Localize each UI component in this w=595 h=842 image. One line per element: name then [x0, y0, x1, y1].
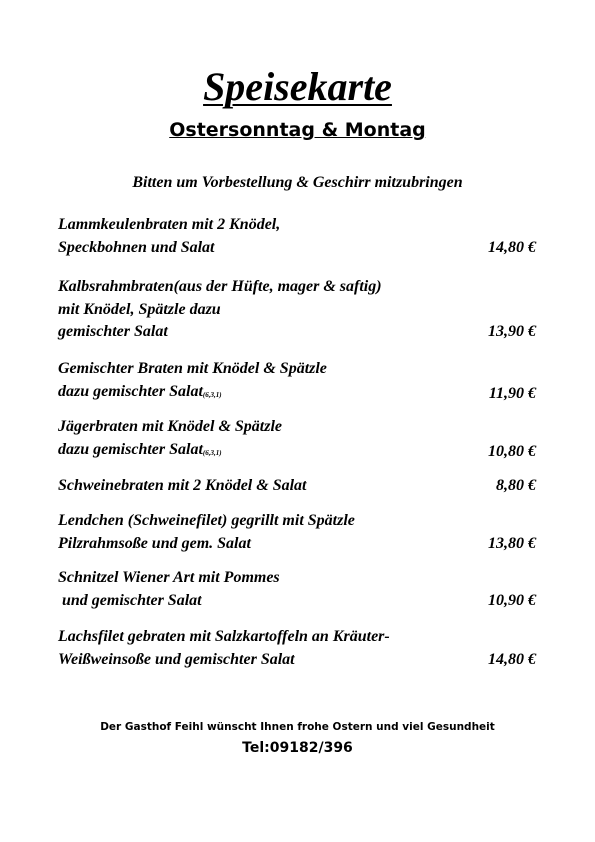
menu-item-line — [58, 381, 536, 406]
menu-item-price: 10,80 € — [488, 442, 536, 460]
menu-item-price: 10,90 € — [488, 591, 536, 609]
menu-item-line: Gemischter Braten mit Knödel & Spätzle — [58, 360, 327, 377]
menu-item — [58, 567, 536, 612]
menu-item-price: 13,90 € — [488, 323, 536, 340]
footer-greeting: Der Gasthof Feihl wünscht Ihnen frohe Ostern und viel Gesundheit — [100, 721, 495, 733]
menu-item-line: gemischter Salat — [58, 323, 168, 340]
menu-item — [58, 475, 536, 498]
menu-item-price: 14,80 € — [488, 238, 536, 256]
menu-item-line — [58, 439, 536, 464]
menu-item — [58, 416, 536, 463]
menu-item-price: 14,80 € — [488, 650, 536, 668]
menu-subtitle: Ostersonntag & Montag — [169, 119, 426, 141]
menu-item-line: Lammkeulenbraten mit 2 Knödel, — [58, 216, 281, 233]
allergen-codes: (6,3,1) — [202, 448, 222, 457]
menu-title: Speisekarte — [203, 64, 392, 109]
menu-item — [58, 510, 536, 555]
menu-item-line-text: dazu gemischter Salat — [58, 382, 203, 400]
menu-item — [58, 358, 536, 405]
menu-item — [58, 626, 536, 671]
menu-item-line: Schnitzel Wiener Art mit Pommes — [58, 569, 280, 586]
menu-item-line: Schweinebraten mit 2 Knödel & Salat — [58, 477, 307, 494]
menu-item-line: Jägerbraten mit Knödel & Spätzle — [58, 418, 283, 435]
menu-item — [58, 276, 536, 344]
menu-item-line: und gemischter Salat — [58, 591, 202, 609]
menu-item — [58, 214, 536, 259]
menu-item-line: mit Knödel, Spätzle dazu — [58, 300, 221, 318]
menu-item-line: Lachsfilet gebraten mit Salzkartoffeln an Kräuter- — [58, 628, 390, 645]
menu-item-line: Speckbohnen und Salat — [58, 238, 215, 256]
menu-item-price: 8,80 € — [496, 477, 536, 494]
menu-item-line: Kalbsrahmbraten(aus der Hüfte, mager & saftig) — [58, 278, 382, 295]
menu-item-price: 11,90 € — [488, 384, 536, 402]
footer-phone: Tel:09182/396 — [242, 740, 353, 756]
menu-item-price: 13,80 € — [488, 534, 536, 552]
allergen-codes: (6,3,1) — [202, 390, 222, 399]
preorder-notice: Bitten um Vorbestellung & Geschirr mitzubringen — [132, 174, 463, 191]
menu-item-line: Pilzrahmsoße und gem. Salat — [58, 534, 251, 552]
menu-item-line: Weißweinsoße und gemischter Salat — [58, 650, 295, 668]
menu-item-line: Lendchen (Schweinefilet) gegrillt mit Spätzle — [58, 512, 355, 529]
menu-item-line-text: dazu gemischter Salat — [58, 440, 203, 458]
